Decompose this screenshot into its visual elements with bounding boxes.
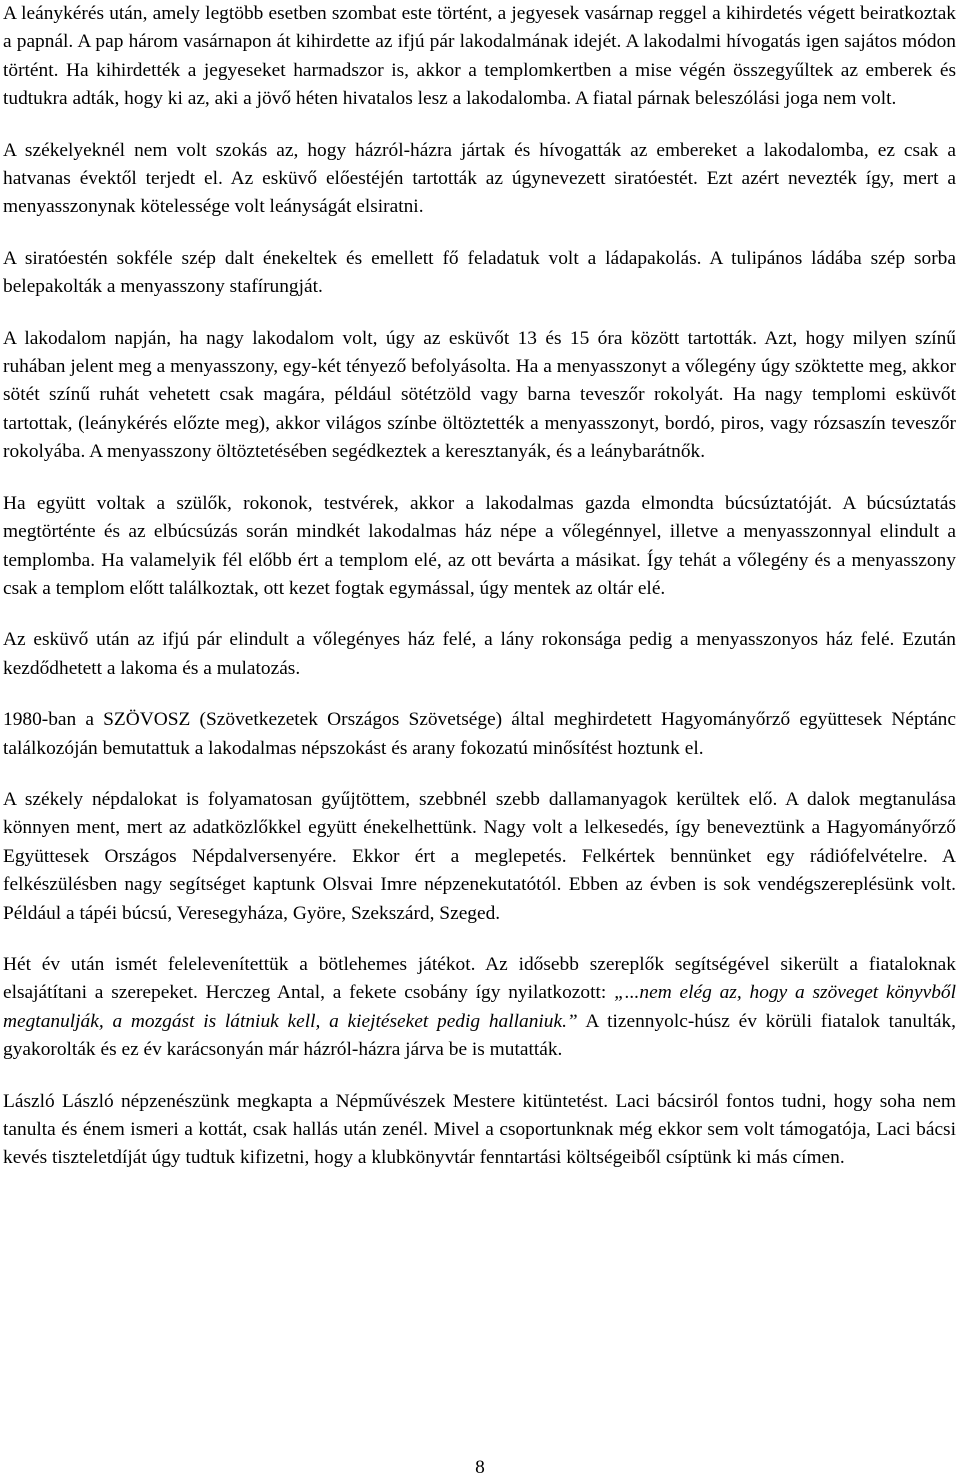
paragraph-wedding-day: A lakodalom napján, ha nagy lakodalom volt, úgy az esküvőt 13 és 15 óra között tartották. Azt, hogy milyen színű ruhában jelent meg a menyasszony, egy-két tényező befolyásolta. Ha a menyasszonyt a vőlegény úgy szöktette meg, akkor sötét színű ruhát vehetett csak magára, például sötétzöld vagy barna teveszőr rokolyát. Ha nagy templomi esküvőt tartottak, (leánykérés előzte meg), akkor világos színbe öltöztették a menyasszonyt, bordó, piros, vagy rózsaszín teveszőr rokolyába. A menyasszony öltöztetésében segédkeztek a keresztanyák, és a leánybarátnők. bbox=[3, 327, 956, 463]
paragraph-szovosz-1980: 1980-ban a SZÖVOSZ (Szövetkezetek Országos Szövetsége) által meghirdetett Hagyományőrző együttesek Néptánc találkozóján bemutattuk a lakodalmas népszokást és arany fokozatú minősítést hoztunk el. bbox=[3, 709, 956, 759]
page-number: 8 bbox=[475, 1457, 485, 1478]
paragraph-mourning-eve: A siratóestén sokféle szép dalt énekeltek és emellett fő feladatuk volt a ládapakolás. A tulipános ládába szép sorba belepakolták a menyasszony stafírungját. bbox=[3, 247, 956, 298]
paragraph-farewell: Ha együtt voltak a szülők, rokonok, testvérek, akkor a lakodalmas gazda elmondta búcsúztatóját. A búcsúztatás megtörténte és az elbúcsúzás során mindkét lakodalmas ház népe a vőlegénnyel, illetve a menyasszonnyal elindult a templomba. Ha valamelyik fél előbb ért a templom elé, az ott bevárta a másikat. Így tehát a vőlegény és a menyasszony csak a templom előtt találkoztak, ott kezet fogtak egymással, úgy mentek az oltár elé. bbox=[3, 492, 956, 599]
paragraph-laszlo-laszlo: László László népzenészünk megkapta a Népművészek Mestere kitüntetést. Laci bácsiról fontos tudni, hogy soha nem tanulta és énem ismeri a kottát, csak hallás után zenél. Mivel a csoportunknak még ekkor sem volt támogatója, Laci bácsi kevés tiszteletdíját úgy tudtuk kifizetni, hogy a klubkönyvtár fenntartási költségeiből csíptünk ki más címen. bbox=[3, 1090, 956, 1169]
italic-quote: „...nem elég az, hogy a szöveget könyvből megtanulják, a mozgást is látniuk kell, a kiejtéseket pedig hallaniuk.” bbox=[3, 982, 956, 1032]
paragraph-bethlehem-play bbox=[3, 951, 956, 1065]
paragraph-szekely-invitation: A székelyeknél nem volt szokás az, hogy házról-házra jártak és hívogatták az embereket a lakodalomba, ez csak a hatvanas évektől terjedt el. Az esküvő előestéjén tartották az úgynevezett siratóestét. Ezt azért nevezték így, mert a menyasszonynak kötelessége volt leányságát elsiratni. bbox=[3, 139, 956, 218]
paragraph-after-ceremony: Az esküvő után az ifjú pár elindult a vőlegényes ház felé, a lány rokonsága pedig a menyasszonyos ház felé. Ezután kezdődhetett a lakoma és a mulatozás. bbox=[3, 629, 956, 679]
paragraph-engagement: A leánykérés után, amely legtöbb esetben szombat este történt, a jegyesek vasárnap reggel a kihirdetés végett beiratkoztak a papnál. A pap három vasárnapon át kihirdette az ifjú pár lakodalmának idejét. A lakodalmi hívogatás igen sajátos módon történt. Ha kihirdették a jegyeseket harmadszor is, akkor a templomkertben a mise végén összegyűltek az emberek és tudtukra adták, hogy ki az, aki a jövő héten hivatalos lesz a lakodalomba. A fiatal párnak beleszólási joga nem volt. bbox=[3, 3, 956, 110]
paragraph-text-before-quote: Hét év után ismét felelevenítettük a bötlehemes játékot. Az idősebb szereplők segítségével sikerült a fiataloknak elsajátítani a szerepeket. Herczeg Antal, a fekete csobány így nyilatkozott: bbox=[3, 953, 956, 1004]
document-page bbox=[3, 0, 956, 1196]
paragraph-text-after-quote: A tizennyolc-húsz év körüli fiatalok tanulták, gyakorolták és ez év karácsonyán már házról-házra járva be is mutatták. bbox=[3, 1010, 956, 1061]
paragraph-folk-songs: A székely népdalokat is folyamatosan gyűjtöttem, szebbnél szebb dallamanyagok kerültek elő. A dalok megtanulása könnyen ment, mert az adatközlőkkel együtt énekelhettünk. Nagy volt a lelkesedés, így beneveztünk a Hagyományőrző Együttesek Országos Népdalversenyére. Ekkor ért a meglepetés. Felkértek bennünket egy rádiófelvételre. A felkészülésben nagy segítséget kaptunk Olsvai Imre népzenekutatótól. Ebben az évben is sok vendégszereplésünk volt. Például a tápéi búcsú, Veresegyháza, Györe, Szekszárd, Szeged. bbox=[3, 788, 956, 924]
